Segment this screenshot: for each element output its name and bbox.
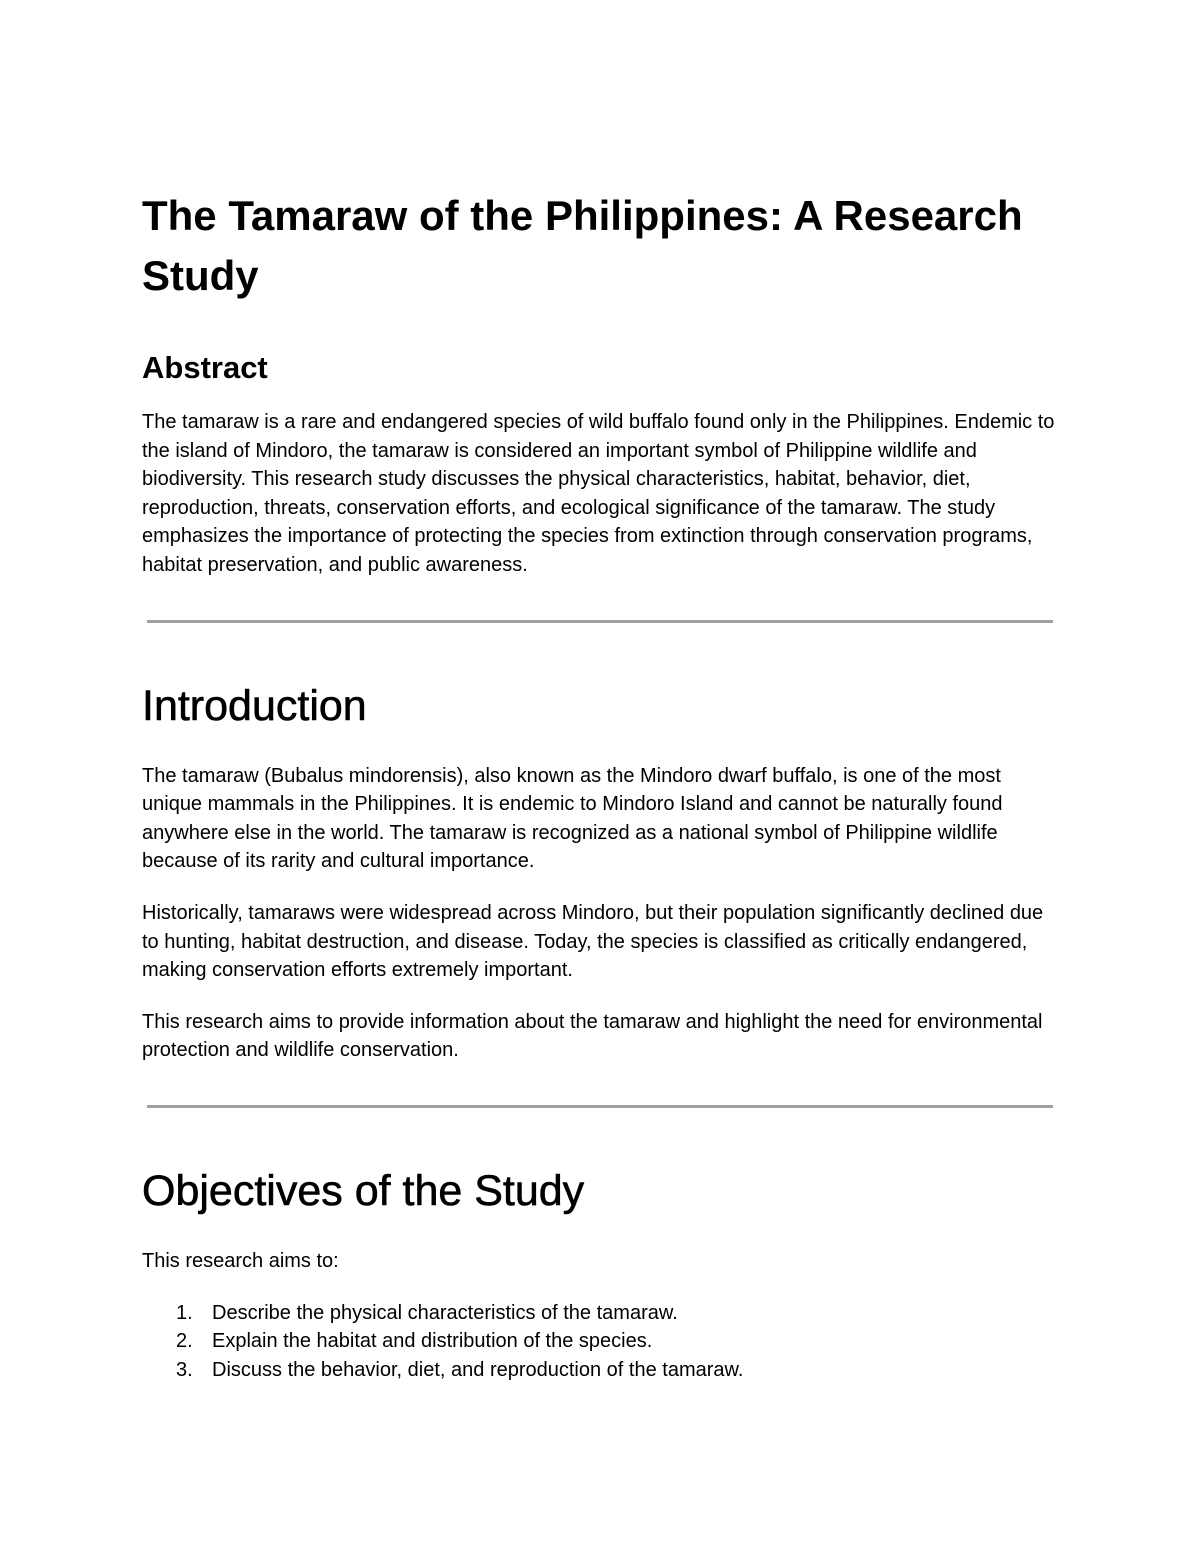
list-item-text: Discuss the behavior, diet, and reproduction of the tamaraw. bbox=[212, 1358, 744, 1381]
section-divider bbox=[147, 1105, 1053, 1108]
list-item-number: 1. bbox=[176, 1301, 193, 1324]
list-item bbox=[142, 1356, 1057, 1385]
introduction-paragraph-3: This research aims to provide information about the tamaraw and highlight the need for environmental protection and wildlife conservation. bbox=[142, 1010, 1043, 1062]
abstract-body: The tamaraw is a rare and endangered species of wild buffalo found only in the Philippines. Endemic to the island of Mindoro, the tamaraw is considered an important symbol of Philippine wildlife and biodiversity. This research study discusses the physical characteristics, habitat, behavior, diet, reproduction, threats, conservation efforts, and ecological significance of the tamaraw. The study emphasizes the importance of protecting the species from extinction through conservation programs, habitat preservation, and public awareness. bbox=[142, 411, 1055, 576]
introduction-paragraph-1: The tamaraw (Bubalus mindorensis), also known as the Mindoro dwarf buffalo, is one of the most unique mammals in the Philippines. It is endemic to Mindoro Island and cannot be naturally found anywhere else in the world. The tamaraw is recognized as a national symbol of Philippine wildlife because of its rarity and cultural importance. bbox=[142, 764, 1003, 873]
document-page bbox=[142, 186, 1057, 1384]
list-item-number: 2. bbox=[176, 1330, 193, 1353]
abstract-heading: Abstract bbox=[142, 350, 268, 385]
section-divider bbox=[147, 620, 1053, 623]
list-item bbox=[142, 1299, 1057, 1328]
list-item-text: Explain the habitat and distribution of the species. bbox=[212, 1330, 653, 1353]
objectives-heading: Objectives of the Study bbox=[142, 1166, 585, 1215]
document-title: The Tamaraw of the Philippines: A Research Study bbox=[142, 192, 1023, 299]
list-item bbox=[142, 1327, 1057, 1356]
list-item-text: Describe the physical characteristics of the tamaraw. bbox=[212, 1301, 678, 1324]
introduction-heading: Introduction bbox=[142, 681, 367, 730]
introduction-paragraph-2: Historically, tamaraws were widespread across Mindoro, but their population significantly declined due to hunting, habitat destruction, and disease. Today, the species is classified as critically endangered, making conservation efforts extremely important. bbox=[142, 901, 1044, 982]
list-item-number: 3. bbox=[176, 1358, 193, 1381]
objectives-intro: This research aims to: bbox=[142, 1249, 339, 1272]
objectives-list bbox=[142, 1299, 1057, 1385]
